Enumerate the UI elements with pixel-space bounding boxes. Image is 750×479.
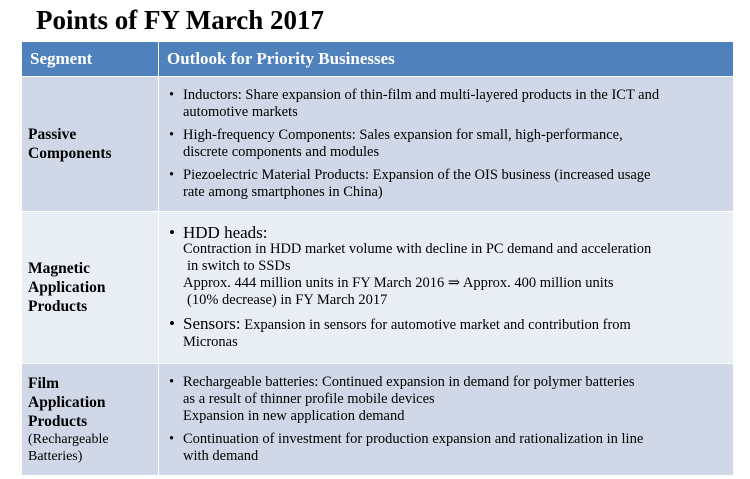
outlook-cell xyxy=(159,77,734,212)
bullet-icon: • xyxy=(169,222,175,242)
list-item xyxy=(167,374,727,425)
segment-cell xyxy=(22,77,159,212)
item-text-line: discrete components and modules xyxy=(183,143,380,160)
item-text-line: Inductors: Share expansion of thin-film and multi-layered products in the ICT and xyxy=(183,86,660,103)
item-text-line: Approx. 444 million units in FY March 2016 ⇒ Approx. 400 million units xyxy=(183,274,614,291)
item-text-line: rate among smartphones in China) xyxy=(183,183,383,200)
item-text-line: Rechargeable batteries: Continued expansion in demand for polymer batteries xyxy=(183,373,635,390)
segment-name-line: Application xyxy=(28,394,106,411)
bullet-icon: • xyxy=(169,126,175,143)
segment-name-line: Products xyxy=(28,413,88,430)
segment-subtitle-line: Batteries) xyxy=(28,449,83,464)
bullet-icon: • xyxy=(169,430,175,447)
list-item xyxy=(167,315,727,351)
item-text-line: High-frequency Components: Sales expansion for small, high-performance, xyxy=(183,126,623,143)
priority-business-table xyxy=(21,41,734,476)
item-text-line: in switch to SSDs xyxy=(187,257,291,274)
item-text-line: Continuation of investment for production expansion and rationalization in line xyxy=(183,430,644,447)
bullet-icon: • xyxy=(169,166,175,183)
item-text-line: as a result of thinner profile mobile devices xyxy=(183,390,435,407)
table-row-passive-components xyxy=(22,77,734,212)
bullet-icon: • xyxy=(169,313,175,333)
segment-name-line: Magnetic xyxy=(28,260,90,277)
item-text-line: Micronas xyxy=(183,333,238,350)
item-text-line: automotive markets xyxy=(183,103,298,120)
table-row-magnetic-application-products xyxy=(22,212,734,364)
segment-subtitle-line: (Rechargeable xyxy=(28,432,109,447)
list-item xyxy=(167,431,727,465)
item-heading: Sensors: xyxy=(183,313,241,333)
segment-cell xyxy=(22,364,159,476)
bullet-icon: • xyxy=(169,373,175,390)
table-row-film-application-products xyxy=(22,364,734,476)
item-text-line: Piezoelectric Material Products: Expansion of the OIS business (increased usage xyxy=(183,166,651,183)
item-text-line: Expansion in new application demand xyxy=(183,407,405,424)
outlook-column-header: Outlook for Priority Businesses xyxy=(159,42,734,77)
item-text-line: Contraction in HDD market volume with decline in PC demand and acceleration xyxy=(183,240,652,257)
segment-name-line: Application xyxy=(28,279,106,296)
bullet-icon: • xyxy=(169,86,175,103)
segment-name-line: Film xyxy=(28,375,59,392)
item-text-line: (10% decrease) in FY March 2017 xyxy=(187,291,388,308)
segment-name-line: Passive xyxy=(28,126,77,143)
list-item xyxy=(167,87,727,121)
segment-name-line: Products xyxy=(28,298,88,315)
table-header-row xyxy=(22,42,734,77)
list-item xyxy=(167,127,727,161)
item-text-line: Expansion in sensors for automotive market and contribution from xyxy=(240,316,631,333)
item-heading: HDD heads: xyxy=(183,222,268,242)
segment-name-line: Components xyxy=(28,145,112,162)
segment-column-header: Segment xyxy=(22,42,159,77)
list-item xyxy=(167,224,727,309)
outlook-cell xyxy=(159,212,734,364)
outlook-cell xyxy=(159,364,734,476)
item-text-line: with demand xyxy=(183,447,259,464)
segment-cell xyxy=(22,212,159,364)
page-title: Points of FY March 2017 xyxy=(36,5,324,35)
list-item xyxy=(167,167,727,201)
